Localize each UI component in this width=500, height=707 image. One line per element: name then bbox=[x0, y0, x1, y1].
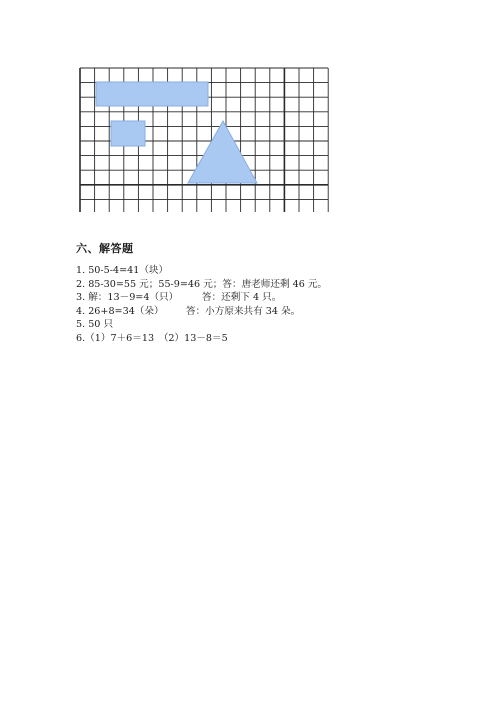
grid-figure bbox=[78, 66, 330, 214]
answer-line-4 bbox=[76, 305, 416, 319]
answer-line-1 bbox=[76, 264, 416, 278]
answer-line-6 bbox=[76, 332, 416, 346]
answer-text: 4. 26+8=34（朵） bbox=[76, 305, 164, 317]
small-rectangle bbox=[111, 121, 145, 146]
section-heading: 六、解答题 bbox=[76, 242, 134, 255]
large-rectangle bbox=[96, 82, 208, 106]
answer-text: 6.（1）7＋6＝13 （2）13－8＝5 bbox=[76, 332, 228, 344]
answer-text: 5. 50 只 bbox=[76, 319, 114, 331]
answer-line-2 bbox=[76, 278, 416, 292]
answer-note: 答：还剩下 4 只。 bbox=[202, 292, 282, 304]
triangle bbox=[188, 121, 257, 183]
answer-text: 3. 解：13－9=4（只） bbox=[76, 292, 179, 304]
answer-list bbox=[76, 264, 416, 346]
answer-note: 答：小方原来共有 34 朵。 bbox=[186, 305, 301, 317]
answer-line-5 bbox=[76, 318, 416, 332]
answer-line-3 bbox=[76, 291, 416, 305]
answer-text: 1. 50-5-4=41（块） bbox=[76, 265, 169, 276]
answer-text: 2. 85-30=55 元；55-9=46 元；答：唐老师还剩 46 元。 bbox=[76, 278, 328, 290]
